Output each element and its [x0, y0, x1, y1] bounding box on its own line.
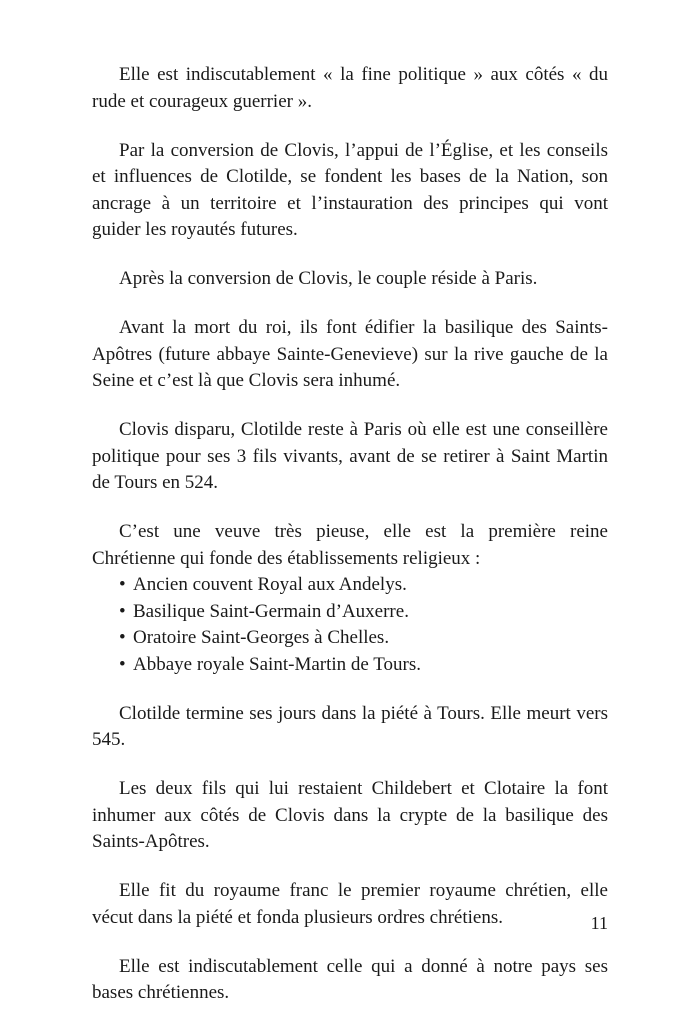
bullet-icon: •	[119, 600, 126, 622]
bullet-icon: •	[119, 627, 126, 648]
list-item	[92, 652, 608, 679]
paragraph-7: Clotilde termine ses jours dans la piété à Tours. Elle meurt vers 545.	[92, 702, 608, 750]
paragraph-3: Après la conversion de Clovis, le couple réside à Paris.	[119, 268, 538, 289]
paragraph-10: Elle est indiscutablement celle qui a donné à notre pays ses bases chrétiennes.	[92, 955, 608, 1003]
establishments-list	[92, 572, 608, 678]
paragraph-4: Avant la mort du roi, ils font édifier la basilique des Saints-Apôtres (future abbaye Sainte-Genevieve) sur la rive gauche de la Seine et c’est là que Clovis sera inhumé.	[92, 317, 608, 391]
list-item	[92, 625, 608, 652]
paragraph-8: Les deux fils qui lui restaient Childebert et Clotaire la font inhumer aux côtés de Clovis dans la crypte de la basilique des Saints-Apôtres.	[92, 778, 608, 852]
bullet-icon: •	[119, 574, 126, 595]
paragraph-5: Clovis disparu, Clotilde reste à Paris où elle est une conseillère politique pour ses 3 fils vivants, avant de se retirer à Saint Martin de Tours en 524.	[92, 419, 608, 493]
paragraph-6: C’est une veuve très pieuse, elle est la première reine Chrétienne qui fonde des établissements religieux :	[92, 521, 608, 569]
list-item-text: Basilique Saint-Germain d’Auxerre.	[133, 600, 409, 622]
paragraph-2: Par la conversion de Clovis, l’appui de l’Église, et les conseils et influences de Clotilde, se fondent les bases de la Nation, son ancrage à un territoire et l’instauration des principes qui vont guider les royautés futures.	[92, 139, 608, 240]
page-body	[92, 62, 608, 1029]
list-item	[92, 599, 608, 626]
paragraph-9: Elle fit du royaume franc le premier royaume chrétien, elle vécut dans la piété et fonda plusieurs ordres chrétiens.	[92, 880, 608, 928]
page-number: 11	[590, 913, 608, 933]
list-item-text: Abbaye royale Saint-Martin de Tours.	[133, 653, 421, 675]
paragraph-1: Elle est indiscutablement « la fine politique » aux côtés « du rude et courageux guerrier ».	[92, 64, 608, 112]
list-item-text: Ancien couvent Royal aux Andelys.	[133, 574, 407, 595]
bullet-icon: •	[119, 653, 126, 675]
list-item-text: Oratoire Saint-Georges à Chelles.	[133, 627, 390, 648]
list-item	[92, 572, 608, 599]
